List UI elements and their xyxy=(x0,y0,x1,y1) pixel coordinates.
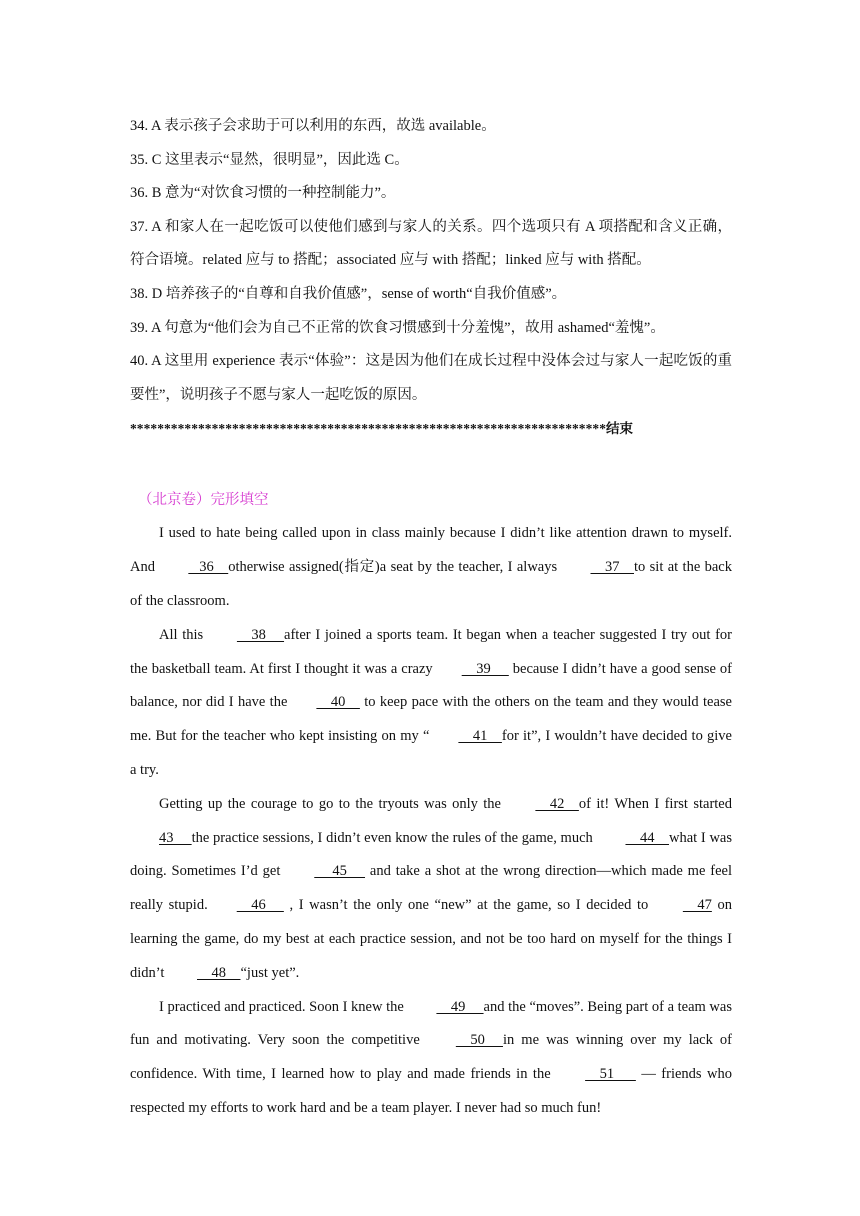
answer-item xyxy=(130,345,732,412)
blank-45: 45 xyxy=(314,863,366,880)
answer-item xyxy=(130,177,732,211)
passage-paragraph xyxy=(130,619,732,788)
passage-text: because I didn’t have a good sense of balance, nor did I have the xyxy=(130,660,732,711)
passage-text: and take a shot at the wrong direction—which made me feel really stupid. xyxy=(130,863,732,914)
passage-text: to keep pace with the others on the team and they would tease me. But for the teacher who kept insisting on my “ xyxy=(130,694,732,745)
passage-text: for it”, I wouldn’t have decided to give a try. xyxy=(130,728,732,778)
blank-51: 51 xyxy=(585,1066,636,1083)
answer-number: 39. A xyxy=(130,319,161,336)
passage-text: I practiced and practiced. Soon I knew the xyxy=(159,998,408,1015)
passage-text: what I was doing. Sometimes I’d get xyxy=(130,829,732,880)
blank-38: 38 xyxy=(236,626,285,643)
answer-number: 38. D xyxy=(130,285,163,302)
answer-item xyxy=(130,312,732,346)
passage-text: and the “moves”. Being part of a team was fun and motivating. Very soon the competitive xyxy=(130,998,732,1049)
blank-49: 49 xyxy=(436,998,484,1015)
answer-item xyxy=(130,110,732,144)
answer-item xyxy=(130,278,732,312)
passage-paragraph xyxy=(130,788,732,991)
passage-text: Getting up the courage to go to the tryouts was only the xyxy=(159,795,507,812)
answer-text: 意为“对饮食习惯的一种控制能力”。 xyxy=(165,185,396,202)
answer-item xyxy=(130,211,732,278)
passage-text: I used to hate being called upon in class mainly because I didn’t like attention drawn to myself. And xyxy=(130,525,732,576)
section-divider xyxy=(130,412,732,446)
answer-text: 和家人在一起吃饭可以使他们感到与家人的关系。四个选项只有 A 项搭配和含义正确，符合语境。related 应与 to 搭配；associated 应与 with 搭配；linked 应与 with 搭配。 xyxy=(130,218,732,269)
passage-text: All this xyxy=(159,626,208,643)
blank-42: 42 xyxy=(535,795,579,812)
passage-text: in me was winning over my lack of confidence. With time, I learned how to play and made friends in the xyxy=(130,1032,732,1083)
blank-48: 48 xyxy=(197,964,241,981)
blank-44: 44 xyxy=(625,829,669,846)
blank-47: 47 xyxy=(682,897,712,914)
blank-39: 39 xyxy=(461,660,509,677)
passage-text: , I wasn’t the only one “new” at the game, so I decided to xyxy=(283,897,654,914)
passage-paragraph xyxy=(130,991,732,1126)
answer-text: 表示孩子会求助于可以利用的东西，故选 available。 xyxy=(164,118,496,134)
blank-40: 40 xyxy=(316,694,360,711)
passage-text: the practice sessions, I didn’t even know the rules of the game, much xyxy=(191,829,597,846)
blank-50: 50 xyxy=(455,1032,503,1049)
answer-text: 这里用 experience 表示“体验”：这是因为他们在成长过程中没体会过与家人一起吃饭的重要性”，说明孩子不愿与家人一起吃饭的原因。 xyxy=(130,353,733,403)
passage-text: otherwise assigned(指定)a seat by the teacher, I always xyxy=(228,559,562,576)
passage-text: to sit at the back of the classroom. xyxy=(130,559,732,609)
answer-number: 36. B xyxy=(130,185,162,202)
passage-text: “just yet”. xyxy=(240,964,300,981)
answer-explanations xyxy=(130,110,732,412)
answer-number: 40. A xyxy=(130,353,161,370)
answer-text: 句意为“他们会为自己不正常的饮食习惯感到十分羞愧”，故用 ashamed“羞愧”。 xyxy=(164,319,665,336)
passage-text: of it! When I first started xyxy=(578,795,732,812)
passage-text: on learning the game, do my best at each practice session, and not be too hard on myself for the things I didn’t xyxy=(130,897,732,981)
divider-stars: ********************************************************************** xyxy=(130,421,606,437)
answer-number: 34. A xyxy=(130,118,161,134)
blank-36: 36 xyxy=(188,559,229,576)
answer-item xyxy=(130,144,732,178)
answer-number: 35. C xyxy=(130,151,162,168)
blank-43: 43 xyxy=(159,829,192,846)
divider-end-label: 结束 xyxy=(606,421,634,437)
answer-number: 37. A xyxy=(130,218,161,235)
cloze-passage xyxy=(130,517,732,1125)
answer-text: 这里表示“显然，很明显”，因此选 C。 xyxy=(165,151,409,168)
answer-text: 培养孩子的“自尊和自我价值感”，sense of worth“自我价值感”。 xyxy=(165,285,567,302)
section-title: （北京卷）完形填空 xyxy=(138,492,269,509)
blank-46: 46 xyxy=(236,897,284,914)
passage-paragraph xyxy=(130,517,732,618)
passage-text: — friends who respected my efforts to work hard and be a team player. I never had so much fun! xyxy=(130,1066,732,1116)
blank-37: 37 xyxy=(590,559,634,576)
blank-41: 41 xyxy=(458,728,502,745)
passage-text: after I joined a sports team. It began when a teacher suggested I try out for the basketball team. At first I thought it was a crazy xyxy=(130,626,732,677)
